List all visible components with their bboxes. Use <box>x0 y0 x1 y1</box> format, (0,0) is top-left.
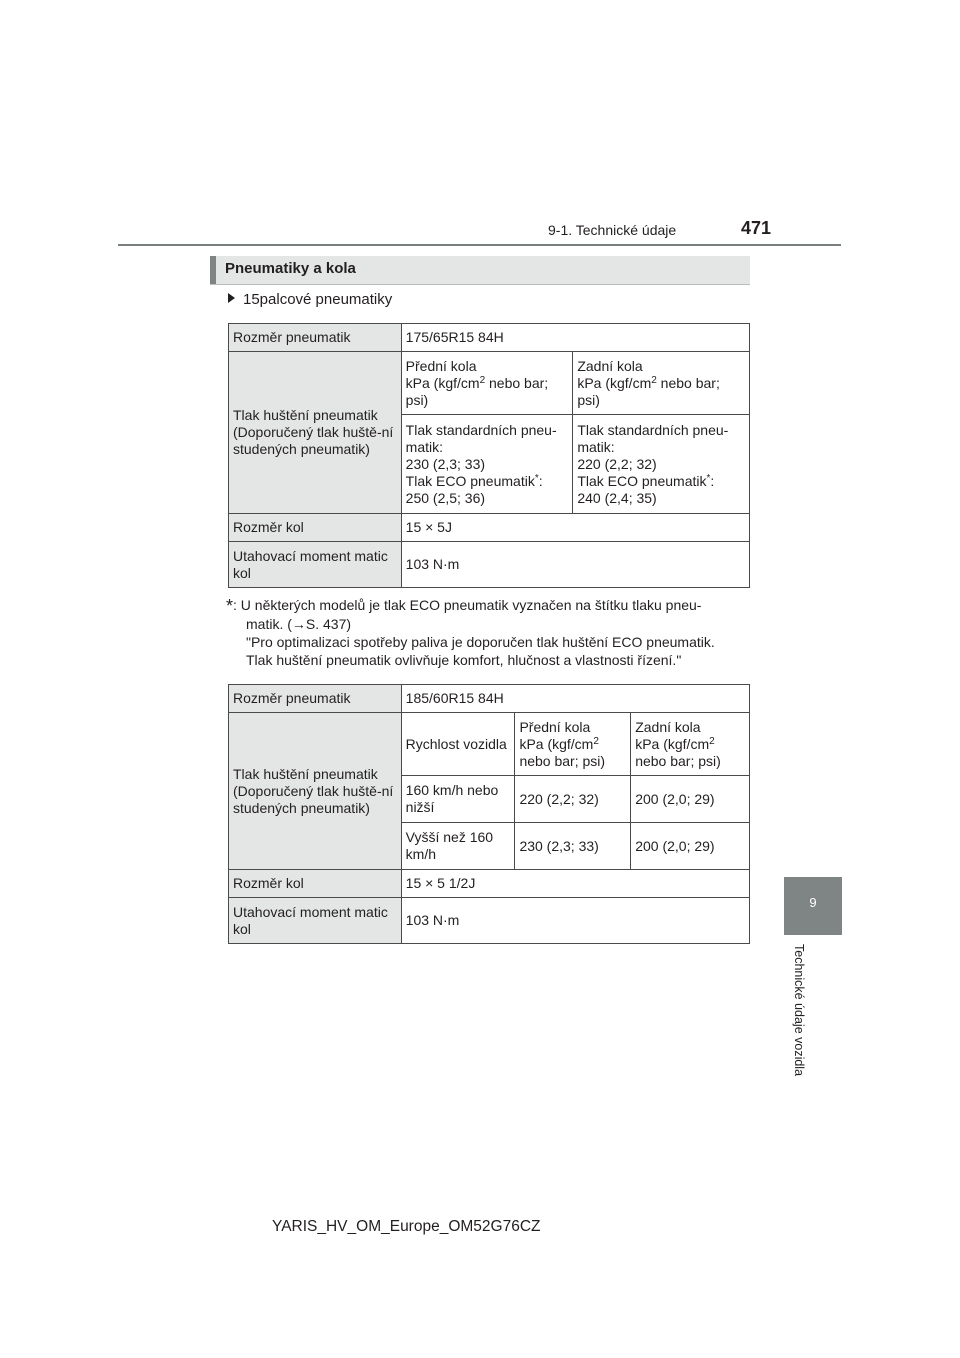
rear-pressure-cell: 200 (2,0; 29) <box>631 823 750 870</box>
front-eco-label <box>406 473 569 490</box>
unit-pre: kPa (kgf/cm <box>519 735 594 752</box>
front-eco-text: Tlak ECO pneumatik <box>405 472 535 489</box>
rear-head: Zadní kola <box>577 357 643 374</box>
front-unit-2: nebo bar; psi) <box>519 752 606 769</box>
rear-eco-label <box>577 473 745 490</box>
rear-std-value: 220 (2,2; 32) <box>577 455 657 472</box>
footnote-text-1: : U některých modelů je tlak ECO pneumatik vyznačen na štítku tlaku pneu- <box>233 597 702 613</box>
rear-pressure-cell <box>573 415 750 514</box>
table-row <box>229 324 750 352</box>
front-pressure-cell <box>401 415 573 514</box>
table-row <box>229 898 750 944</box>
colon: : <box>710 472 715 489</box>
front-unit <box>406 375 569 409</box>
footer-doc-id: YARIS_HV_OM_Europe_OM52G76CZ <box>272 1218 541 1235</box>
pressure-label: Tlak huštění pneumatik (Doporučený tlak huště-ní studených pneumatik) <box>229 352 402 514</box>
header-rule <box>118 244 841 246</box>
table-row <box>229 870 750 898</box>
table-row <box>229 514 750 542</box>
footnote-line-4: Tlak huštění pneumatik ovlivňuje komfort, hlučnost a vlastnosti řízení." <box>246 652 682 668</box>
rear-head-cell <box>573 352 750 415</box>
front-unit-1 <box>519 736 626 753</box>
front-pressure-cell: 230 (2,3; 33) <box>515 823 631 870</box>
chapter-tab: 9 <box>784 877 842 935</box>
front-head: Přední kola <box>519 718 591 735</box>
rear-std-label: Tlak standardních pneu-matik: <box>577 421 729 455</box>
wheel-size-label: Rozměr kol <box>229 514 402 542</box>
section-title-accent <box>210 256 216 284</box>
triangle-bullet-icon <box>228 293 235 303</box>
rear-eco-value: 240 (2,4; 35) <box>577 489 657 506</box>
rear-unit <box>577 375 745 409</box>
unit-sup: 2 <box>709 735 715 747</box>
unit-sup: 2 <box>479 374 486 386</box>
footnote-star: * <box>706 472 711 484</box>
speed-cell: 160 km/h nebo nižší <box>401 776 515 823</box>
wheel-size-label: Rozměr kol <box>229 870 402 898</box>
unit-sup: 2 <box>651 374 657 386</box>
unit-pre: kPa (kgf/cm <box>577 374 652 391</box>
front-std-label: Tlak standardních pneu-matik: <box>405 421 557 455</box>
table-row <box>229 542 750 588</box>
tire-size-value: 185/60R15 84H <box>401 685 749 713</box>
pressure-label: Tlak huštění pneumatik (Doporučený tlak huště-ní studených pneumatik) <box>229 713 402 870</box>
footnote-line-3: "Pro optimalizaci spotřeby paliva je doporučen tlak huštění ECO pneumatik. <box>246 634 715 650</box>
colon: : <box>538 472 543 489</box>
subheading-text: 15palcové pneumatiky <box>243 291 393 308</box>
header-section-title: 9-1. Technické údaje <box>548 222 677 238</box>
rear-eco-text: Tlak ECO pneumatik <box>577 472 707 489</box>
table-row <box>229 352 750 415</box>
wheel-size-value: 15 × 5 1/2J <box>401 870 749 898</box>
rear-head: Zadní kola <box>635 718 701 735</box>
table-row <box>229 713 750 776</box>
tire-size-label: Rozměr pneumatik <box>229 324 402 352</box>
unit-pre: kPa (kgf/cm <box>405 374 480 391</box>
tire-table-1 <box>228 323 750 588</box>
subheading <box>228 291 392 308</box>
front-pressure-cell: 220 (2,2; 32) <box>515 776 631 823</box>
footnote-star: * <box>226 596 234 616</box>
footnote-line-1 <box>226 596 752 615</box>
wheel-size-value: 15 × 5J <box>401 514 749 542</box>
torque-value: 103 N·m <box>401 898 749 944</box>
section-title-bar <box>210 256 750 285</box>
torque-label: Utahovací moment matic kol <box>229 898 402 944</box>
rear-unit-2: nebo bar; psi) <box>635 752 721 769</box>
speed-cell: Vyšší než 160 km/h <box>401 823 515 870</box>
table-row <box>229 685 750 713</box>
footnote-star: * <box>534 472 539 484</box>
tire-size-value: 175/65R15 84H <box>401 324 749 352</box>
unit-post: nebo bar; psi) <box>405 374 549 408</box>
rear-head-cell <box>631 713 750 776</box>
footnote-line-2: matik. (→S. 437) <box>246 616 352 632</box>
rear-pressure-cell: 200 (2,0; 29) <box>631 776 750 823</box>
section-title: Pneumatiky a kola <box>225 260 356 277</box>
front-head: Přední kola <box>405 357 477 374</box>
front-std-value: 230 (2,3; 33) <box>405 455 486 472</box>
unit-sup: 2 <box>593 735 599 747</box>
torque-value: 103 N·m <box>401 542 749 588</box>
front-eco-value: 250 (2,5; 36) <box>405 489 486 506</box>
footnote <box>226 596 752 669</box>
page-number: 471 <box>741 218 772 238</box>
speed-head: Rychlost vozidla <box>401 713 515 776</box>
tire-size-label: Rozměr pneumatik <box>229 685 402 713</box>
front-head-cell <box>401 352 573 415</box>
front-head-cell <box>515 713 631 776</box>
torque-label: Utahovací moment matic kol <box>229 542 402 588</box>
rear-unit-1 <box>635 736 745 753</box>
unit-pre: kPa (kgf/cm <box>635 735 710 752</box>
unit-post: nebo bar; psi) <box>577 374 720 408</box>
chapter-tab-text: Technické údaje vozidla <box>792 944 806 1077</box>
tire-table-2 <box>228 684 750 944</box>
